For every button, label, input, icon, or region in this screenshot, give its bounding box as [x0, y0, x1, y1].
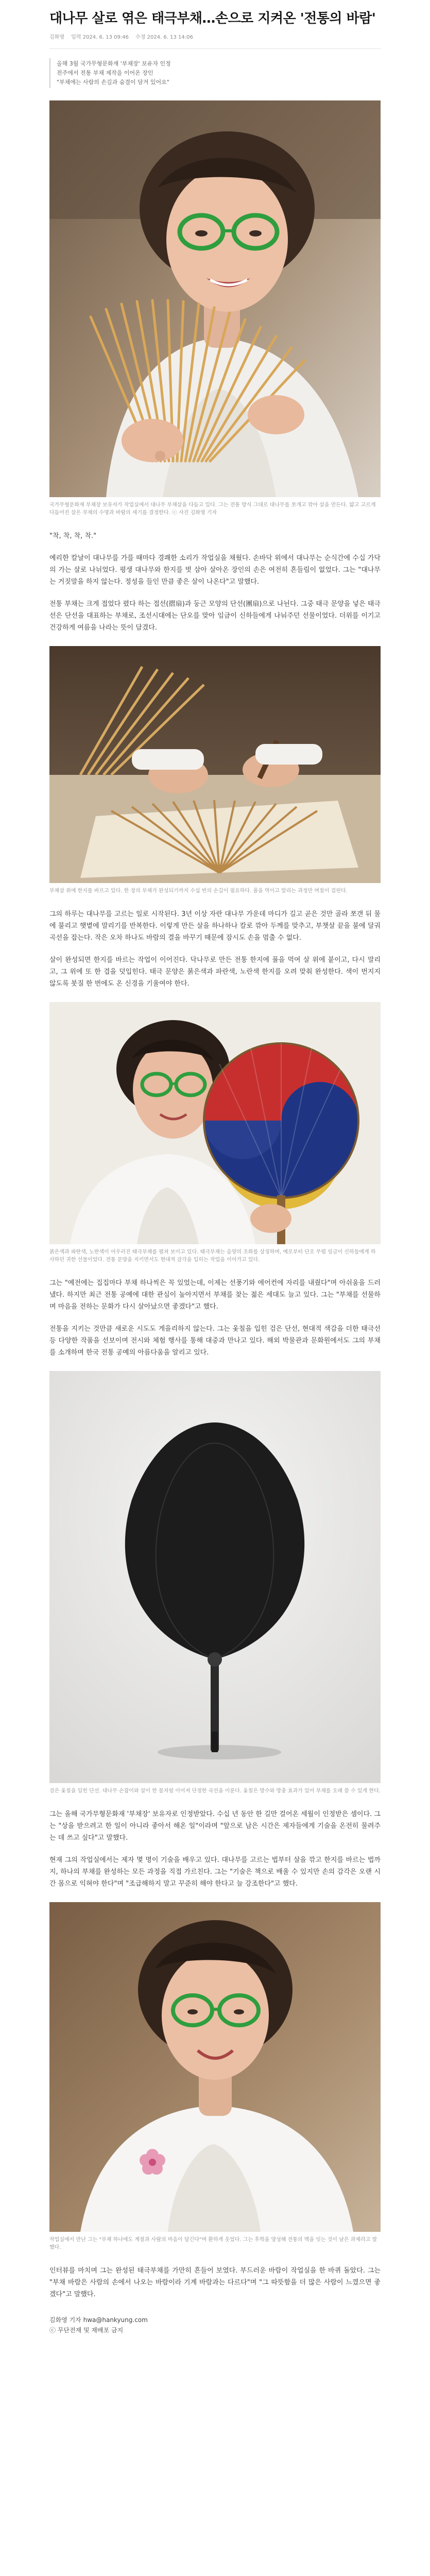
body-paragraph: "착, 착, 착, 착."	[49, 532, 97, 540]
summary-line: "부채에는 사람의 손길과 숨결이 담겨 있어요"	[57, 79, 169, 86]
body-paragraph: 그는 "예전에는 집집마다 부채 하나씩은 꼭 있었는데, 이제는 선풍기와 에어컨에 자리를 내줬다"며 아쉬움을 드러냈다. 하지만 최근 전통 공예에 대한 관심이 높아지면서 부채를 찾는 젊은 세대도 늘고 있다. 그는 "부채를 선물하며 마음을 전하는 문화가 다시 살아났으면 좋겠다"고 했다.	[49, 1279, 381, 1311]
body-paragraph: 전통 부채는 크게 접었다 폈다 하는 접선(摺扇)과 둥근 모양의 단선(團扇)으로 나뉜다. 그중 태극 문양을 넣은 태극선은 단선을 대표하는 부채로, 조선시대에는 단오를 맞아 임금이 신하들에게 나눠주던 선물이었다. 더위를 이기고 건강하게 여름을 나라는 뜻이 담겼다.	[49, 600, 381, 632]
photo-caption: 부채살 위에 한지를 바르고 있다. 한 장의 부채가 완성되기까지 수십 번의 손길이 필요하다. 풀을 먹이고 말리는 과정만 며칠이 걸린다.	[49, 888, 348, 894]
article-body	[49, 1808, 381, 1890]
article-summary	[49, 58, 381, 88]
article-body	[49, 908, 381, 990]
article-meta	[49, 34, 381, 41]
reporter-name[interactable]: 김화영	[49, 35, 64, 40]
photo-caption: 붉은색과 파란색, 노란색이 어우러진 태극부채를 펼쳐 보이고 있다. 태극부채는 음양의 조화를 상징하며, 예로부터 단오 무렵 임금이 신하들에게 하사하던 귀한 선물이었다. 전통 문양을 지키면서도 현대적 감각을 입히는 작업을 이어가고 있다.	[49, 1249, 376, 1263]
body-paragraph: 인터뷰를 마치며 그는 완성된 태극부채를 가만히 흔들어 보였다. 부드러운 바람이 작업실을 한 바퀴 돌았다. 그는 "부채 바람은 사람의 손에서 나오는 바람이라 기계 바람과는 다르다"며 "그 따뜻함을 더 많은 사람이 느꼈으면 좋겠다"고 말했다.	[49, 2267, 381, 2298]
photo-taegeuk-fan[interactable]	[49, 1002, 381, 1244]
photo-caption: 검은 옻칠을 입힌 단선. 대나무 손잡이와 살이 한 몸처럼 이어져 단정한 곡선을 이룬다. 옻칠은 방수와 방충 효과가 있어 부채를 오래 쓸 수 있게 한다.	[49, 1788, 381, 1794]
photo-caption: 작업실에서 만난 그는 "부채 하나에도 계절과 사람의 마음이 담긴다"며 환하게 웃었다. 그는 후학을 양성해 전통의 맥을 잇는 것이 남은 과제라고 말했다.	[49, 2237, 377, 2250]
summary-line: 올해 3월 국가무형문화재 '부채장' 보유자 인정	[57, 60, 171, 67]
body-paragraph: 현재 그의 작업실에서는 제자 몇 명이 기술을 배우고 있다. 대나무를 고르는 법부터 살을 깎고 한지를 바르는 법까지, 하나의 부채를 완성하는 모든 과정을 직접 가르친다. 그는 "기술은 책으로 배울 수 있지만 손의 감각은 오랜 시간 몸으로 익혀야 한다"며 "조급해하지 말고 꾸준히 해야 한다고 늘 강조한다"고 했다.	[49, 1856, 381, 1888]
article-body	[49, 2265, 381, 2300]
divider	[49, 48, 381, 49]
body-paragraph: 전통을 지키는 것만큼 새로운 시도도 게을리하지 않는다. 그는 옻칠을 입힌 검은 단선, 현대적 색감을 더한 태극선 등 다양한 작품을 선보이며 전시와 체험 행사를 통해 대중과 만나고 있다. 해외 박물관과 문화원에서도 그의 부채를 소개하며 한국 전통 공예의 아름다움을 알리고 있다.	[49, 1325, 381, 1357]
body-paragraph: 그의 하루는 대나무를 고르는 일로 시작된다. 3년 이상 자란 대나무 가운데 마디가 길고 곧은 것만 골라 쪼갠 뒤 물에 불리고 햇볕에 말리기를 반복한다. 이렇게 만든 살을 하나하나 칼로 깎아 두께를 맞추고, 부챗살 끝을 불에 달궈 곡선을 잡는다. 작은 오차 하나도 바람의 결을 바꾸기 때문에 잠시도 손을 멈출 수 없다.	[49, 910, 381, 942]
summary-line: 전주에서 전통 부채 제작을 이어온 장인	[57, 70, 153, 76]
photo-caption: 국가무형문화재 부채장 보유자가 작업실에서 대나무 부채살을 다듬고 있다. 그는 전통 방식 그대로 대나무를 쪼개고 깎아 살을 만든다. 얇고 고르게 다듬어진 살은 부채의 수명과 바람의 세기를 결정한다. ⓒ 사진 김화영 기자	[49, 502, 376, 516]
photo-pasting-hanji[interactable]	[49, 646, 381, 883]
updated-time: 수정 2024. 6. 13 14:06	[135, 35, 193, 40]
copyright-notice: ⓒ 무단전재 및 재배포 금지	[49, 2327, 124, 2334]
published-time: 입력 2024. 6. 13 09:46	[71, 35, 129, 40]
photo-artisan-bamboo-ribs[interactable]	[49, 100, 381, 497]
article-byline	[49, 2315, 381, 2335]
article-body	[49, 1277, 381, 1359]
photo-artisan-portrait[interactable]	[49, 1902, 381, 2232]
photo-black-lacquer-fan[interactable]	[49, 1371, 381, 1783]
article-body	[49, 530, 381, 634]
body-paragraph: 그는 올해 국가무형문화재 '부채장' 보유자로 인정받았다. 수십 년 동안 한 길만 걸어온 세월이 인정받은 셈이다. 그는 "상을 받으려고 한 일이 아니라 좋아서 해온 일"이라며 "앞으로 남은 시간은 제자들에게 기술을 온전히 물려주는 데 쓰고 싶다"고 말했다.	[49, 1810, 381, 1842]
article-title: 대나무 살로 엮은 태극부채…손으로 지켜온 '전통의 바람'	[49, 11, 376, 26]
body-paragraph: 살이 완성되면 한지를 바르는 작업이 이어진다. 닥나무로 만든 전통 한지에 풀을 먹여 살 위에 붙이고, 다시 말리고, 그 위에 또 한 겹을 덧입힌다. 태극 문양은 붉은색과 파란색, 노란색 한지를 오려 맞춰 완성한다. 색이 번지지 않도록 붓질 한 번에도 온 신경을 기울여야 한다.	[49, 956, 381, 988]
body-paragraph: 예리한 칼날이 대나무를 가를 때마다 경쾌한 소리가 작업실을 채웠다. 손바닥 위에서 대나무는 순식간에 수십 가닥의 가는 살로 나뉘었다. 평생 대나무와 한지를 벗 삼아 살아온 장인의 손은 여전히 흔들림이 없었다. 그는 "대나무는 거짓말을 하지 않는다. 정성을 들인 만큼 좋은 살이 나온다"고 말했다.	[49, 554, 381, 586]
reporter-email[interactable]: 김화영 기자 hwa@hankyung.com	[49, 2316, 148, 2324]
